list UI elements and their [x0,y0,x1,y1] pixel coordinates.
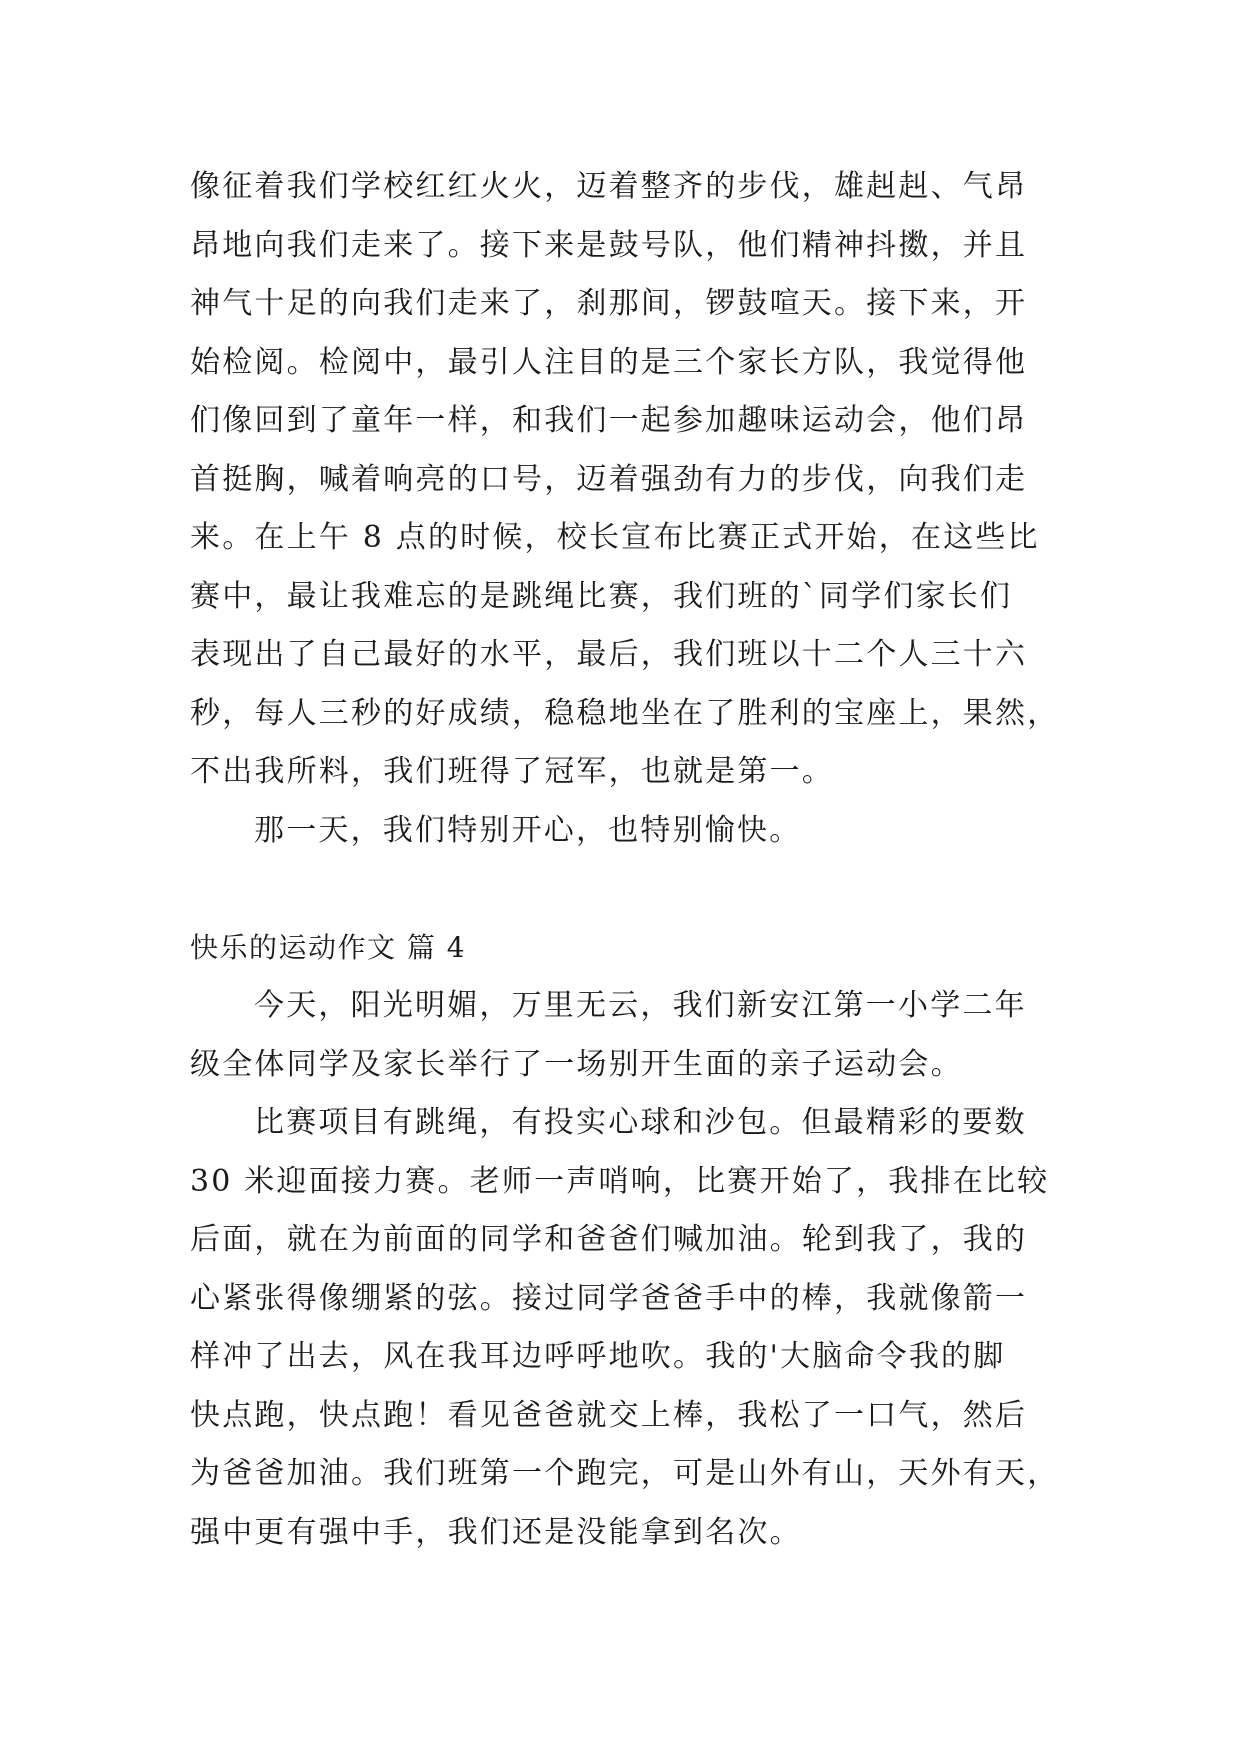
text-line: 神气十足的向我们走来了，刹那间，锣鼓喧天。接下来，开 [190,286,1028,321]
document-page [190,158,1060,1562]
text-line: 始检阅。检阅中，最引人注目的是三个家长方队，我觉得他 [190,344,1028,380]
text-line: 赛中，最让我难忘的是跳绳比赛，我们班的`同学们家长们 [190,578,1013,614]
text-line: 强中更有强中手，我们还是没能拿到名次。 [190,1514,802,1550]
text-line: 像征着我们学校红红火火，迈着整齐的步伐，雄赳赳、气昂 [190,169,1028,204]
text-line: 比赛项目有跳绳，有投实心球和沙包。但最精彩的要数 [254,1105,1027,1140]
section-gap [190,860,1060,919]
text-line: 表现出了自己最好的水平，最后，我们班以十二个人三十六 [190,637,1028,672]
text-line: 后面，就在为前面的同学和爸爸们喊加油。轮到我了，我的 [190,1222,1028,1257]
text-line: 今天，阳光明媚，万里无云，我们新安江第一小学二年 [254,988,1027,1023]
text-line: 们像回到了童年一样，和我们一起参加趣味运动会，他们昂 [190,403,1028,438]
text-line: 级全体同学及家长举行了一场别开生面的亲子运动会。 [190,1046,963,1082]
text-line: 不出我所料，我们班得了冠军，也就是第一。 [190,754,834,789]
text-line: 心紧张得像绷紧的弦。接过同学爸爸手中的棒，我就像箭一 [190,1280,1028,1316]
text-line: 为爸爸加油。我们班第一个跑完，可是山外有山，天外有天， [190,1456,1060,1491]
section-title: 快乐的运动作文 篇 4 [190,930,467,964]
text-line: 来。在上午 8 点的时候，校长宣布比赛正式开始，在这些比 [190,520,1040,555]
text-line: 秒，每人三秒的好成绩，稳稳地坐在了胜利的宝座上，果然， [190,695,1060,731]
text-line: 样冲了出去，风在我耳边呼呼地吹。我的'大脑命令我的脚 [190,1339,1006,1374]
text-line: 快点跑，快点跑！看见爸爸就交上棒，我松了一口气，然后 [190,1397,1028,1433]
paragraph-2 [190,802,1060,861]
text-line: 昂地向我们走来了。接下来是鼓号队，他们精神抖擞，并且 [190,227,1028,263]
paragraph-1 [190,158,1060,802]
text-line: 30 米迎面接力赛。老师一声哨响，比赛开始了，我排在比较 [190,1163,1050,1199]
text-line: 那一天，我们特别开心，也特别愉快。 [254,812,802,848]
paragraph-3 [190,977,1060,1094]
text-line: 首挺胸，喊着响亮的口号，迈着强劲有力的步伐，向我们走 [190,461,1028,497]
paragraph-4 [190,1094,1060,1562]
